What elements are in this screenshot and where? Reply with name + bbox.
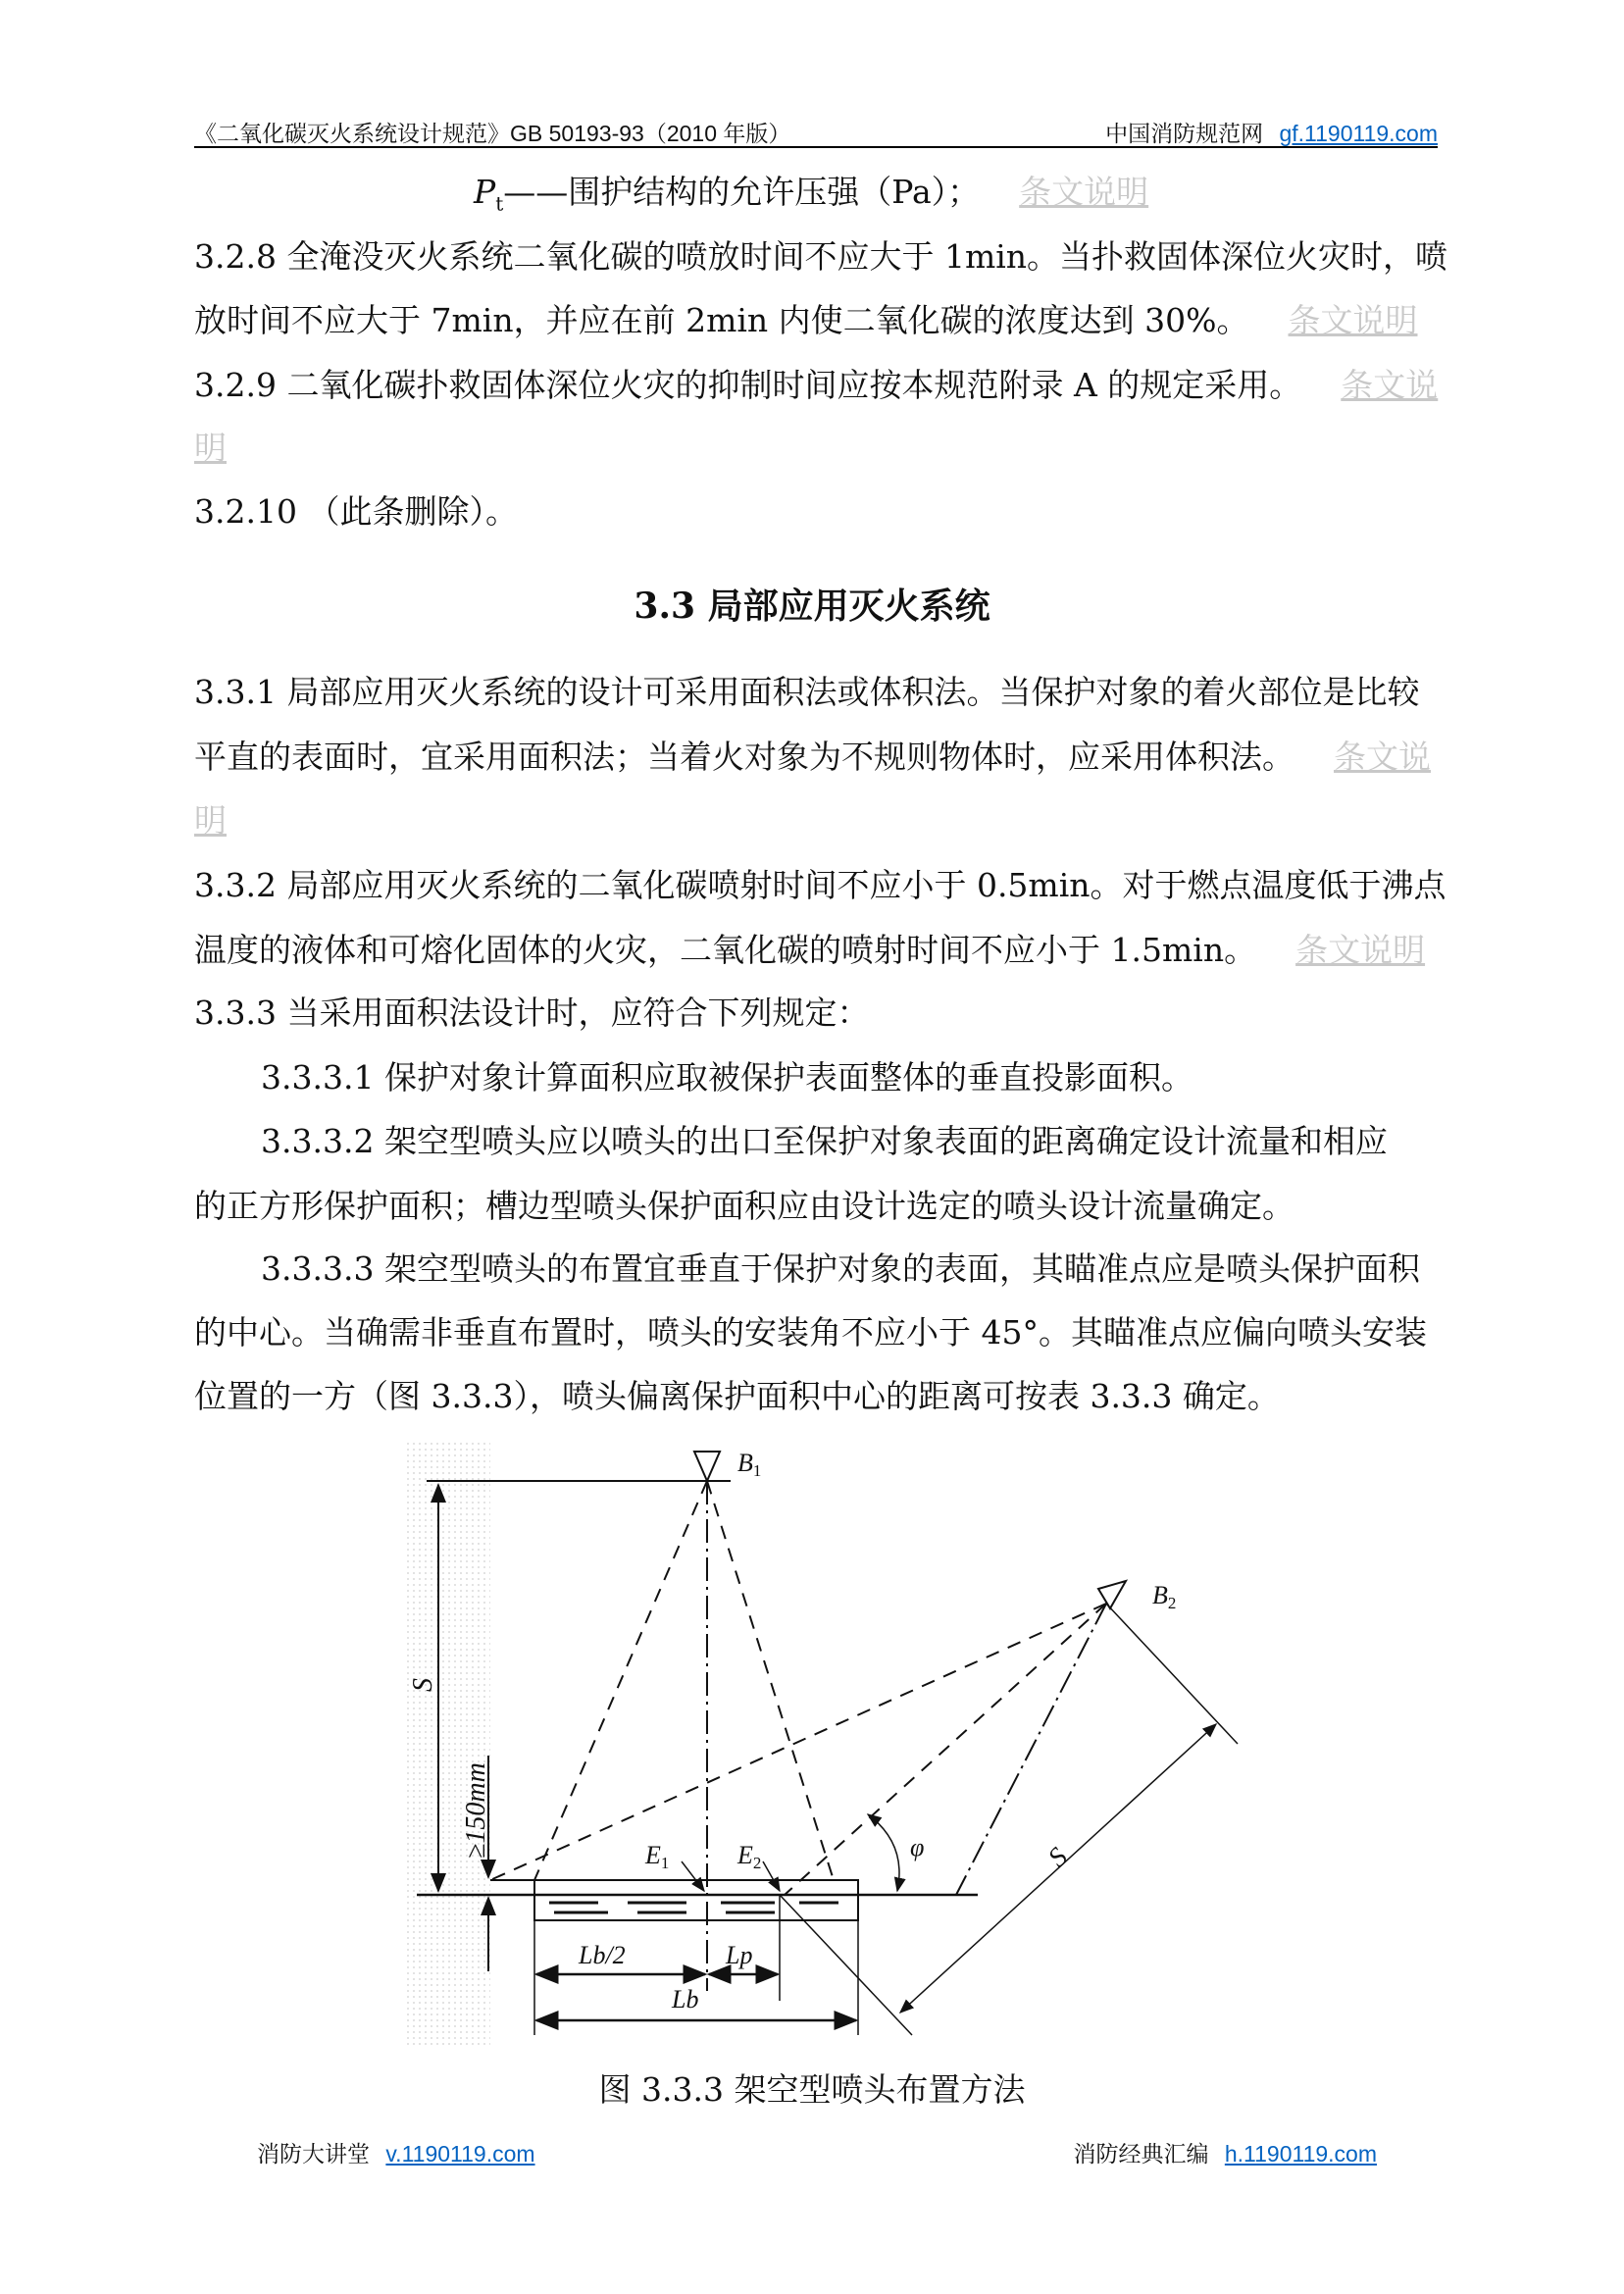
figure-caption: 图 3.3.3 架空型喷头布置方法 xyxy=(598,2070,1026,2109)
site-link[interactable]: gf.1190119.com xyxy=(1279,121,1438,146)
footer-right-link[interactable]: h.1190119.com xyxy=(1224,2141,1377,2167)
b2-spray-lines xyxy=(490,1604,1106,1895)
label-s2: S xyxy=(1042,1842,1074,1873)
b1-spray-lines xyxy=(534,1481,834,1880)
protected-object xyxy=(534,1880,858,1920)
site-name: 中国消防规范网 xyxy=(1105,121,1264,146)
footer-left-name: 消防大讲堂 xyxy=(257,2141,370,2167)
footer-left xyxy=(257,2136,535,2168)
explain-link-part1[interactable]: 条文说 xyxy=(1334,738,1431,776)
line-text: 温度的液体和可熔化固体的火灾，二氧化碳的喷射时间不应小于 1.5min。 xyxy=(194,931,1257,969)
label-s: S xyxy=(408,1678,438,1692)
clause-3-3-1-line1: 3.3.1 局部应用灭火系统的设计可采用面积法或体积法。当保护对象的着火部位是比较 xyxy=(194,673,1420,711)
footer-right xyxy=(1073,2136,1377,2168)
pt-sub: t xyxy=(495,191,504,216)
label-lp: Lp xyxy=(726,1941,753,1969)
clause-3-2-10: 3.2.10 （此条删除）。 xyxy=(194,492,518,531)
label-b2: B2 xyxy=(1152,1581,1177,1612)
label-e1: E1 xyxy=(645,1841,670,1872)
footer-left-link[interactable]: v.1190119.com xyxy=(385,2141,535,2167)
line-text: 平直的表面时，宜采用面积法；当着火对象为不规则物体时，应采用体积法。 xyxy=(194,738,1294,776)
clause-3-3-3-3-line3: 位置的一方（图 3.3.3），喷头偏离保护面积中心的距离可按表 3.3.3 确定。 xyxy=(194,1377,1280,1415)
document-title: 《二氧化碳灭火系统设计规范》GB 50193-93（2010 年版） xyxy=(194,121,791,146)
phi-angle-arc xyxy=(868,1814,899,1891)
explain-link-part2[interactable]: 明 xyxy=(194,801,227,840)
explain-link[interactable]: 条文说明 xyxy=(1295,931,1426,969)
b2-extension-line xyxy=(1106,1604,1238,1744)
clause-3-3-3-3-line1: 3.3.3.3 架空型喷头的布置宜垂直于保护对象的表面，其瞄准点应是喷头保护面积 xyxy=(261,1249,1420,1288)
clause-3-3-3-2-line1: 3.3.3.2 架空型喷头应以喷头的出口至保护对象表面的距离确定设计流量和相应 xyxy=(261,1122,1388,1160)
nozzle-b1-icon xyxy=(694,1452,720,1481)
line-text: 3.2.9 二氧化碳扑救固体深位火灾的抑制时间应按本规范附录 A 的规定采用。 xyxy=(194,366,1302,404)
line-text: ——围护结构的允许压强（Pa）； xyxy=(503,173,981,211)
label-e2: E2 xyxy=(737,1841,762,1872)
pt-symbol: P xyxy=(474,173,496,211)
explain-link[interactable]: 条文说明 xyxy=(1288,301,1418,339)
e1-pointer xyxy=(682,1861,704,1891)
footer-right-name: 消防经典汇编 xyxy=(1073,2141,1209,2167)
label-lb-half: Lb/2 xyxy=(579,1941,626,1969)
e2-pointer xyxy=(763,1861,780,1891)
label-min-height: ≥150mm xyxy=(461,1762,491,1859)
explain-link[interactable]: 条文说明 xyxy=(1019,173,1149,211)
speckled-background xyxy=(407,1442,490,2045)
label-b1: B1 xyxy=(737,1449,762,1480)
clause-3-3-3-3-line2: 的中心。当确需非垂直布置时，喷头的安装角不应小于 45°。其瞄准点应偏向喷头安装 xyxy=(194,1313,1427,1351)
clause-3-3-3: 3.3.3 当采用面积法设计时，应符合下列规定： xyxy=(194,994,870,1032)
clause-3-3-3-1: 3.3.3.1 保护对象计算面积应取被保护表面整体的垂直投影面积。 xyxy=(261,1058,1193,1096)
label-lb: Lb xyxy=(672,1985,699,2014)
explain-link-part2[interactable]: 明 xyxy=(194,429,227,467)
section-heading: 3.3 局部应用灭火系统 xyxy=(634,586,990,627)
b2-axis-line xyxy=(956,1604,1106,1895)
clause-3-3-2-line1: 3.3.2 局部应用灭火系统的二氧化碳喷射时间不应小于 0.5min。对于燃点温度低于沸点 xyxy=(194,866,1446,904)
clause-3-2-8-line1: 3.2.8 全淹没灭火系统二氧化碳的喷放时间不应大于 1min。当扑救固体深位火灾时，喷 xyxy=(194,237,1448,276)
clause-3-3-3-2-line2: 的正方形保护面积；槽边型喷头保护面积应由设计选定的喷头设计流量确定。 xyxy=(194,1187,1294,1225)
explain-link-part1[interactable]: 条文说 xyxy=(1341,366,1439,404)
label-phi: φ xyxy=(910,1833,925,1861)
line-text: 放时间不应大于 7min，并应在前 2min 内使二氧化碳的浓度达到 30%。 xyxy=(194,301,1249,339)
e2-extension-line xyxy=(780,1895,912,2035)
